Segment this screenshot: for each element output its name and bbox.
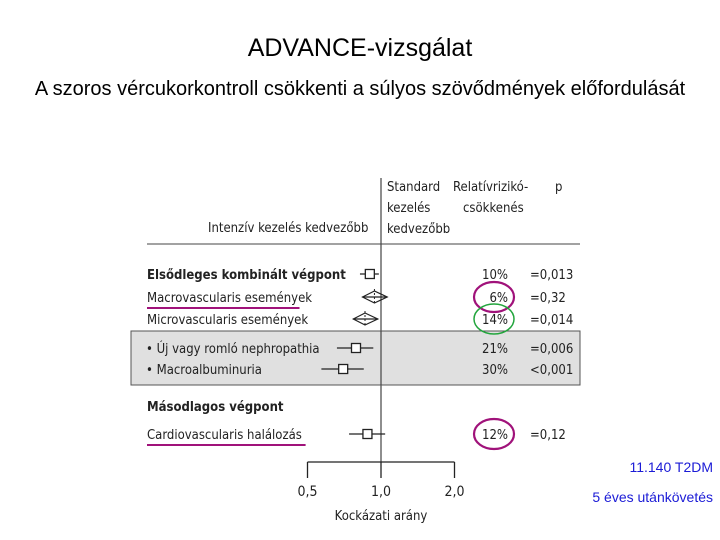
row-label: Microvascularis események: [147, 313, 309, 328]
slide-subtitle: A szoros vércukorkontroll csökkenti a súlyos szövődmények előfordulását: [34, 78, 686, 100]
p-value: =0,006: [530, 342, 574, 357]
p-value: =0,12: [530, 428, 566, 443]
rrr-value: 21%: [482, 342, 508, 357]
header-p: p: [555, 180, 563, 195]
p-value: <0,001: [530, 363, 574, 378]
row-label: Elsődleges kombinált végpont: [147, 268, 346, 283]
header-rrr-line: csökkenés: [463, 201, 524, 216]
p-value: =0,014: [530, 313, 574, 328]
row-label: • Macroalbuminuria: [146, 363, 262, 378]
x-tick-label: 2,0: [444, 484, 465, 500]
row-label: Cardiovascularis halálozás: [147, 428, 302, 443]
note-population: 11.140 T2DM: [629, 459, 713, 475]
header-rrr-line: Relatívrizikó-: [453, 180, 529, 195]
rrr-value: 6%: [489, 291, 508, 306]
rrr-value: 10%: [482, 268, 508, 283]
x-tick-label: 0,5: [297, 484, 318, 500]
row-label: • Új vagy romló nephropathia: [146, 342, 320, 357]
row-label: Macrovascularis események: [147, 291, 313, 306]
rrr-value: 30%: [482, 363, 508, 378]
slide-title: ADVANCE-vizsgálat: [247, 34, 473, 62]
estimate-square: [365, 270, 374, 279]
p-value: =0,32: [530, 291, 566, 306]
x-axis-label: Kockázati arány: [334, 509, 428, 524]
estimate-square: [352, 344, 361, 353]
header-standard-line: Standard: [387, 180, 441, 195]
header-standard-line: kezelés: [387, 201, 431, 216]
header-standard-line: kedvezőbb: [387, 222, 451, 237]
rrr-value: 14%: [482, 313, 508, 328]
p-value: =0,013: [530, 268, 574, 283]
row-label: Másodlagos végpont: [147, 400, 284, 415]
estimate-square: [363, 430, 372, 439]
rrr-value: 12%: [482, 428, 508, 443]
header-intensive: Intenzív kezelés kedvezőbb: [208, 221, 369, 236]
x-tick-label: 1,0: [370, 484, 392, 500]
note-followup: 5 éves utánkövetés: [592, 489, 713, 505]
estimate-square: [339, 365, 348, 374]
